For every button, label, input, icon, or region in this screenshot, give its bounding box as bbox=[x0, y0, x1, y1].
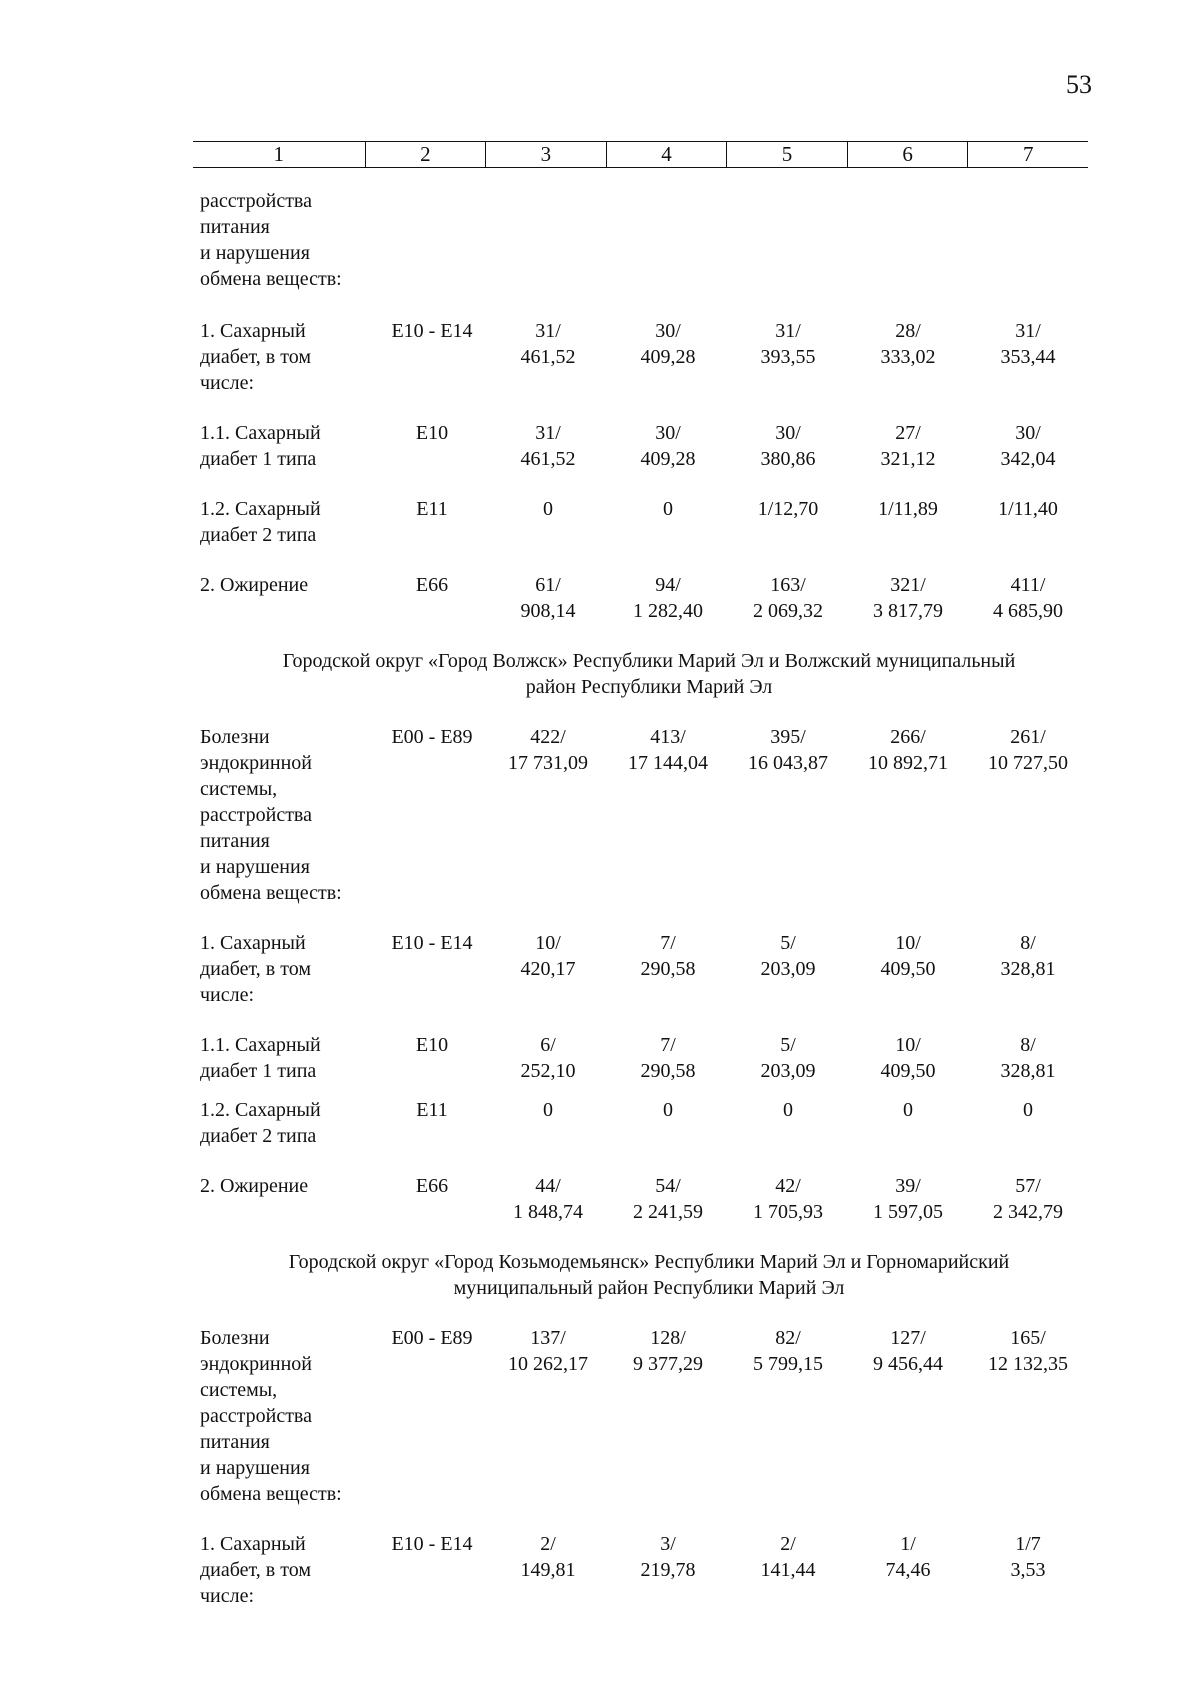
rate-per-100k: 12 132,35 bbox=[988, 1353, 1068, 1375]
disease-name-line: обмена веществ: bbox=[200, 882, 342, 904]
value-cell-col-7 bbox=[968, 188, 1088, 292]
case-count: 39/ bbox=[895, 1175, 921, 1197]
value-cell-col-3 bbox=[488, 930, 608, 1008]
disease-name-cell bbox=[200, 930, 368, 1008]
value-cell-col-6 bbox=[848, 188, 968, 292]
case-count: 7/ bbox=[660, 932, 676, 954]
row-spacer bbox=[200, 1084, 1088, 1097]
disease-name-line: и нарушения bbox=[200, 242, 310, 264]
value-cell-col-5 bbox=[728, 1032, 848, 1084]
disease-name-cell bbox=[200, 1531, 368, 1609]
rate-per-100k: 9 456,44 bbox=[873, 1353, 943, 1375]
row-spacer bbox=[200, 1609, 1088, 1633]
value-cell-col-3 bbox=[488, 724, 608, 906]
rate-per-100k: 393,55 bbox=[760, 346, 816, 368]
section-title-line: район Республики Марий Эл bbox=[525, 676, 773, 698]
section-title-line: Городской округ «Город Козьмодемьянск» Республики Марий Эл и Горномарийский bbox=[288, 1251, 1010, 1273]
case-count: 82/ bbox=[775, 1327, 801, 1349]
disease-name-cell bbox=[200, 1032, 368, 1084]
rate-per-100k: 74,46 bbox=[885, 1559, 931, 1581]
rate-per-100k: 9 377,29 bbox=[633, 1353, 703, 1375]
value-cell-col-3 bbox=[488, 1032, 608, 1084]
value-cell-col-7 bbox=[968, 1097, 1088, 1149]
case-count: 31/ bbox=[535, 320, 561, 342]
row-spacer bbox=[200, 1008, 1088, 1032]
case-count: 7/ bbox=[660, 1034, 676, 1056]
case-count: 5/ bbox=[780, 932, 796, 954]
rate-per-100k: 342,04 bbox=[1000, 448, 1056, 470]
rate-per-100k: 1 848,74 bbox=[513, 1201, 583, 1223]
disease-name-line: системы, bbox=[200, 1379, 278, 1401]
case-count: 137/ bbox=[530, 1327, 566, 1349]
disease-name-line: 1. Сахарный bbox=[200, 932, 306, 954]
case-count: 3/ bbox=[660, 1533, 676, 1555]
disease-name-line: расстройства bbox=[200, 190, 312, 212]
icd-code-cell: Е10 - Е14 bbox=[391, 1533, 473, 1555]
icd-code-cell: Е00 - Е89 bbox=[391, 1327, 473, 1349]
case-count: 31/ bbox=[775, 320, 801, 342]
rate-per-100k: 252,10 bbox=[520, 1060, 576, 1082]
table-row bbox=[200, 1325, 1088, 1507]
disease-name-line: диабет, в том bbox=[200, 958, 311, 980]
disease-name-cell bbox=[200, 1325, 368, 1507]
value-cell-col-5 bbox=[728, 496, 848, 548]
row-spacer bbox=[200, 1225, 1088, 1249]
header-col-2: 2 bbox=[365, 142, 486, 168]
rate-per-100k: 333,02 bbox=[880, 346, 936, 368]
disease-name-line: расстройства bbox=[200, 804, 312, 826]
disease-name-line: числе: bbox=[200, 1585, 255, 1607]
value-cell-col-6 bbox=[848, 724, 968, 906]
rate-per-100k: 2 241,59 bbox=[633, 1201, 703, 1223]
disease-name-line: числе: bbox=[200, 372, 255, 394]
value-cell-col-3 bbox=[488, 1097, 608, 1149]
case-count: 31/ bbox=[1015, 320, 1041, 342]
disease-name-line: и нарушения bbox=[200, 856, 310, 878]
value-cell-col-5 bbox=[728, 930, 848, 1008]
rate-per-100k: 17 144,04 bbox=[628, 752, 708, 774]
disease-name-line: 1.1. Сахарный bbox=[200, 422, 321, 444]
disease-name-line: числе: bbox=[200, 984, 255, 1006]
disease-name-line: 2. Ожирение bbox=[200, 1175, 309, 1197]
value-cell-col-4 bbox=[608, 1173, 728, 1225]
row-spacer bbox=[200, 624, 1088, 648]
rate-per-100k: 1 597,05 bbox=[873, 1201, 943, 1223]
row-spacer bbox=[200, 1507, 1088, 1531]
value-cell-col-4 bbox=[608, 496, 728, 548]
disease-name-cell bbox=[200, 420, 368, 472]
value-cell-col-7 bbox=[968, 496, 1088, 548]
disease-name-cell bbox=[200, 496, 368, 548]
rate-per-100k: 10 262,17 bbox=[508, 1353, 588, 1375]
disease-name-line: диабет, в том bbox=[200, 1559, 311, 1581]
row-spacer bbox=[200, 906, 1088, 930]
case-count: 413/ bbox=[650, 726, 686, 748]
rate-per-100k: 290,58 bbox=[640, 1060, 696, 1082]
value-cell-col-5 bbox=[728, 1097, 848, 1149]
case-count: 27/ bbox=[895, 422, 921, 444]
table-row bbox=[200, 1531, 1088, 1609]
disease-name-line: 1. Сахарный bbox=[200, 320, 306, 342]
disease-name-line: 1.2. Сахарный bbox=[200, 1099, 321, 1121]
value-cell-col-6 bbox=[848, 1097, 968, 1149]
rate-per-100k: 908,14 bbox=[520, 600, 576, 622]
disease-name-line: диабет, в том bbox=[200, 346, 311, 368]
rate-per-100k: 321,12 bbox=[880, 448, 936, 470]
value-cell-col-7 bbox=[968, 1531, 1088, 1609]
value-cell-col-4 bbox=[608, 1531, 728, 1609]
case-count: 127/ bbox=[890, 1327, 926, 1349]
case-count: 30/ bbox=[775, 422, 801, 444]
disease-name-line: системы, bbox=[200, 778, 278, 800]
value-cell-col-3 bbox=[488, 318, 608, 396]
row-spacer bbox=[200, 1301, 1088, 1325]
rate-per-100k: 328,81 bbox=[1000, 1060, 1056, 1082]
header-col-5: 5 bbox=[727, 142, 848, 168]
case-count: 411/ bbox=[1010, 574, 1046, 596]
rate-per-100k: 409,28 bbox=[640, 346, 696, 368]
disease-name-line: 2. Ожирение bbox=[200, 574, 309, 596]
table-row bbox=[200, 930, 1088, 1008]
table-row bbox=[200, 724, 1088, 906]
row-spacer bbox=[200, 548, 1088, 572]
disease-name-line: питания bbox=[200, 1431, 270, 1453]
rate-per-100k: 380,86 bbox=[760, 448, 816, 470]
table-row bbox=[200, 318, 1088, 396]
table-row bbox=[200, 572, 1088, 624]
value-cell-col-6 bbox=[848, 420, 968, 472]
table-row bbox=[200, 496, 1088, 548]
case-count: 1/ bbox=[900, 1533, 916, 1555]
value-cell-col-5 bbox=[728, 724, 848, 906]
value-cell-col-7 bbox=[968, 724, 1088, 906]
column-number-header bbox=[193, 141, 1088, 168]
value-cell-col-3 bbox=[488, 1173, 608, 1225]
disease-name-line: и нарушения bbox=[200, 1457, 310, 1479]
value-cell-col-7 bbox=[968, 420, 1088, 472]
value-cell-col-7 bbox=[968, 1032, 1088, 1084]
value-cell-col-4 bbox=[608, 318, 728, 396]
row-spacer bbox=[200, 472, 1088, 496]
value-cell-col-7 bbox=[968, 318, 1088, 396]
page-number: 53 bbox=[1066, 70, 1092, 99]
rate-per-100k: 203,09 bbox=[760, 958, 816, 980]
value-cell-col-6 bbox=[848, 1531, 968, 1609]
case-count: 42/ bbox=[775, 1175, 801, 1197]
case-count: 165/ bbox=[1010, 1327, 1046, 1349]
value-cell-col-4 bbox=[608, 930, 728, 1008]
case-count: 30/ bbox=[655, 320, 681, 342]
value-cell-col-7 bbox=[968, 572, 1088, 624]
region-section-title bbox=[200, 648, 1088, 700]
disease-name-cell bbox=[200, 572, 368, 624]
rate-per-100k: 141,44 bbox=[760, 1559, 816, 1581]
case-count: 0 bbox=[1023, 1099, 1033, 1121]
rate-per-100k: 16 043,87 bbox=[748, 752, 828, 774]
disease-name-line: обмена веществ: bbox=[200, 1483, 342, 1505]
value-cell-col-4 bbox=[608, 1032, 728, 1084]
rate-per-100k: 1 282,40 bbox=[633, 600, 703, 622]
value-cell-col-4 bbox=[608, 572, 728, 624]
statistics-table-body bbox=[200, 188, 1088, 1633]
case-count: 30/ bbox=[1015, 422, 1041, 444]
rate-per-100k: 1 705,93 bbox=[753, 1201, 823, 1223]
section-title-line: Городской округ «Город Волжск» Республики Марий Эл и Волжский муниципальный bbox=[282, 650, 1016, 672]
case-count: 61/ bbox=[535, 574, 561, 596]
value-cell-col-7 bbox=[968, 930, 1088, 1008]
rate-per-100k: 5 799,15 bbox=[753, 1353, 823, 1375]
value-cell-col-5 bbox=[728, 1531, 848, 1609]
icd-code-cell: Е66 bbox=[415, 1175, 449, 1197]
header-col-7: 7 bbox=[968, 142, 1088, 168]
rate-per-100k: 10 892,71 bbox=[868, 752, 948, 774]
icd-code-cell: Е10 - Е14 bbox=[391, 320, 473, 342]
case-count: 44/ bbox=[535, 1175, 561, 1197]
case-count: 10/ bbox=[535, 932, 561, 954]
case-count: 0 bbox=[903, 1099, 913, 1121]
icd-code-cell bbox=[368, 188, 488, 292]
disease-name-line: 1. Сахарный bbox=[200, 1533, 306, 1555]
case-count: 266/ bbox=[890, 726, 926, 748]
disease-name-line: диабет 2 типа bbox=[200, 1125, 317, 1147]
value-cell-col-4 bbox=[608, 724, 728, 906]
rate-per-100k: 461,52 bbox=[520, 346, 576, 368]
case-count: 6/ bbox=[540, 1034, 556, 1056]
disease-name-line: питания bbox=[200, 830, 270, 852]
disease-name-line: эндокринной bbox=[200, 1353, 312, 1375]
case-count: 0 bbox=[543, 498, 553, 520]
disease-name-line: расстройства bbox=[200, 1405, 312, 1427]
table-row bbox=[200, 1097, 1088, 1149]
value-cell-col-3 bbox=[488, 188, 608, 292]
icd-code-cell: Е10 bbox=[415, 1034, 449, 1056]
case-count: 1/12,70 bbox=[757, 498, 819, 520]
value-cell-col-4 bbox=[608, 1097, 728, 1149]
disease-name-line: 1.2. Сахарный bbox=[200, 498, 321, 520]
disease-name-line: Болезни bbox=[200, 726, 270, 748]
disease-name-line: диабет 1 типа bbox=[200, 448, 317, 470]
value-cell-col-5 bbox=[728, 1325, 848, 1507]
header-col-4: 4 bbox=[606, 142, 727, 168]
section-title-line: муниципальный район Республики Марий Эл bbox=[453, 1277, 845, 1299]
value-cell-col-5 bbox=[728, 318, 848, 396]
rate-per-100k: 328,81 bbox=[1000, 958, 1056, 980]
case-count: 261/ bbox=[1010, 726, 1046, 748]
disease-name-line: обмена веществ: bbox=[200, 268, 342, 290]
case-count: 10/ bbox=[895, 1034, 921, 1056]
value-cell-col-6 bbox=[848, 496, 968, 548]
case-count: 422/ bbox=[530, 726, 566, 748]
rate-per-100k: 10 727,50 bbox=[988, 752, 1068, 774]
case-count: 8/ bbox=[1020, 932, 1036, 954]
value-cell-col-5 bbox=[728, 1173, 848, 1225]
disease-name-cell bbox=[200, 1173, 368, 1225]
disease-name-cell bbox=[200, 1097, 368, 1149]
icd-code-cell: Е11 bbox=[416, 1099, 448, 1121]
case-count: 0 bbox=[663, 1099, 673, 1121]
value-cell-col-6 bbox=[848, 1032, 968, 1084]
case-count: 0 bbox=[663, 498, 673, 520]
rate-per-100k: 2 069,32 bbox=[753, 600, 823, 622]
rate-per-100k: 409,50 bbox=[880, 1060, 936, 1082]
region-section-title bbox=[200, 1249, 1088, 1301]
value-cell-col-4 bbox=[608, 188, 728, 292]
rate-per-100k: 409,28 bbox=[640, 448, 696, 470]
case-count: 128/ bbox=[650, 1327, 686, 1349]
disease-name-line: эндокринной bbox=[200, 752, 312, 774]
rate-per-100k: 420,17 bbox=[520, 958, 576, 980]
case-count: 28/ bbox=[895, 320, 921, 342]
rate-per-100k: 461,52 bbox=[520, 448, 576, 470]
case-count: 30/ bbox=[655, 422, 681, 444]
icd-code-cell: Е00 - Е89 bbox=[391, 726, 473, 748]
value-cell-col-5 bbox=[728, 188, 848, 292]
disease-name-cell bbox=[200, 724, 368, 906]
disease-name-line: Болезни bbox=[200, 1327, 270, 1349]
value-cell-col-3 bbox=[488, 496, 608, 548]
case-count: 0 bbox=[783, 1099, 793, 1121]
value-cell-col-3 bbox=[488, 572, 608, 624]
value-cell-col-3 bbox=[488, 1325, 608, 1507]
case-count: 31/ bbox=[535, 422, 561, 444]
value-cell-col-6 bbox=[848, 1173, 968, 1225]
value-cell-col-4 bbox=[608, 420, 728, 472]
row-spacer bbox=[200, 396, 1088, 420]
rate-per-100k: 353,44 bbox=[1000, 346, 1056, 368]
value-cell-col-7 bbox=[968, 1325, 1088, 1507]
value-cell-col-6 bbox=[848, 1325, 968, 1507]
disease-name-line: 1.1. Сахарный bbox=[200, 1034, 321, 1056]
icd-code-cell: Е10 - Е14 bbox=[391, 932, 473, 954]
rate-per-100k: 219,78 bbox=[640, 1559, 696, 1581]
rate-per-100k: 2 342,79 bbox=[993, 1201, 1063, 1223]
value-cell-col-3 bbox=[488, 420, 608, 472]
rate-per-100k: 290,58 bbox=[640, 958, 696, 980]
disease-name-cell bbox=[200, 318, 368, 396]
case-count: 10/ bbox=[895, 932, 921, 954]
rate-per-100k: 3,53 bbox=[1010, 1559, 1046, 1581]
table-row bbox=[200, 1173, 1088, 1225]
value-cell-col-3 bbox=[488, 1531, 608, 1609]
disease-name-line: питания bbox=[200, 216, 270, 238]
value-cell-col-6 bbox=[848, 318, 968, 396]
value-cell-col-6 bbox=[848, 572, 968, 624]
header-col-1: 1 bbox=[193, 142, 365, 168]
disease-name-line: диабет 2 типа bbox=[200, 524, 317, 546]
header-col-3: 3 bbox=[486, 142, 607, 168]
rate-per-100k: 17 731,09 bbox=[508, 752, 588, 774]
case-count: 2/ bbox=[780, 1533, 796, 1555]
row-spacer bbox=[200, 292, 1088, 318]
row-spacer bbox=[200, 700, 1088, 724]
case-count: 1/7 bbox=[1015, 1533, 1041, 1555]
table-row bbox=[200, 188, 1088, 292]
icd-code-cell: Е11 bbox=[416, 498, 448, 520]
disease-name-line: диабет 1 типа bbox=[200, 1060, 317, 1082]
value-cell-col-6 bbox=[848, 930, 968, 1008]
rate-per-100k: 149,81 bbox=[520, 1559, 576, 1581]
case-count: 8/ bbox=[1020, 1034, 1036, 1056]
case-count: 2/ bbox=[540, 1533, 556, 1555]
case-count: 395/ bbox=[770, 726, 806, 748]
rate-per-100k: 203,09 bbox=[760, 1060, 816, 1082]
icd-code-cell: Е66 bbox=[415, 574, 449, 596]
value-cell-col-7 bbox=[968, 1173, 1088, 1225]
value-cell-col-5 bbox=[728, 572, 848, 624]
case-count: 0 bbox=[543, 1099, 553, 1121]
icd-code-cell: Е10 bbox=[415, 422, 449, 444]
case-count: 321/ bbox=[890, 574, 926, 596]
header-col-6: 6 bbox=[847, 142, 968, 168]
value-cell-col-4 bbox=[608, 1325, 728, 1507]
row-spacer bbox=[200, 1149, 1088, 1173]
case-count: 57/ bbox=[1015, 1175, 1041, 1197]
case-count: 1/11,40 bbox=[998, 498, 1058, 520]
rate-per-100k: 3 817,79 bbox=[873, 600, 943, 622]
table-row bbox=[200, 1032, 1088, 1084]
case-count: 163/ bbox=[770, 574, 806, 596]
case-count: 1/11,89 bbox=[878, 498, 938, 520]
rate-per-100k: 409,50 bbox=[880, 958, 936, 980]
table-row bbox=[200, 420, 1088, 472]
case-count: 94/ bbox=[655, 574, 681, 596]
rate-per-100k: 4 685,90 bbox=[993, 600, 1063, 622]
value-cell-col-5 bbox=[728, 420, 848, 472]
disease-name-cell bbox=[200, 188, 368, 292]
case-count: 54/ bbox=[655, 1175, 681, 1197]
case-count: 5/ bbox=[780, 1034, 796, 1056]
